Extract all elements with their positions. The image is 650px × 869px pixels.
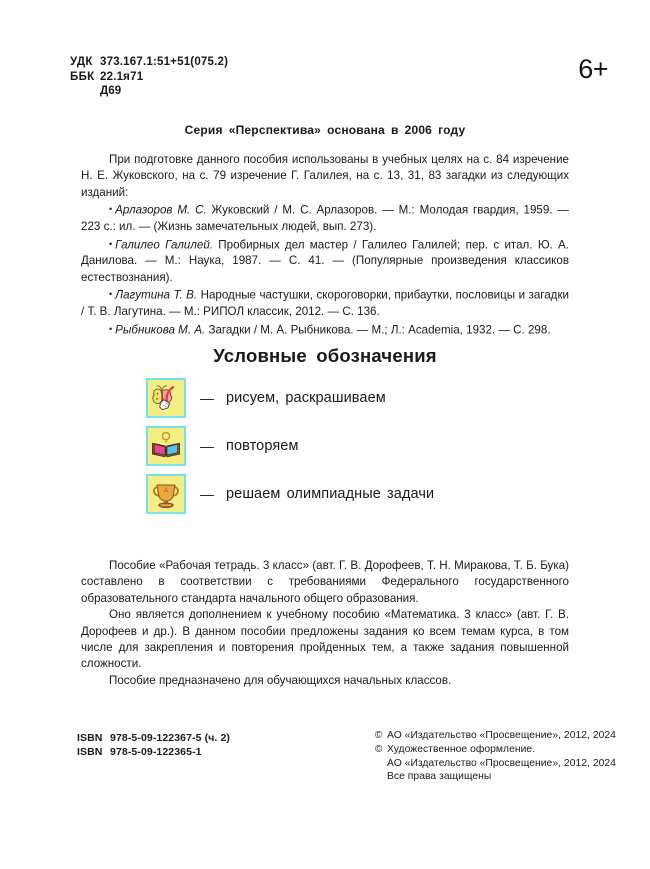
isbn-label: ISBN bbox=[77, 746, 103, 758]
copyright-row-design bbox=[375, 743, 616, 757]
copyright-design-text: Художественное оформление. bbox=[387, 743, 536, 755]
legend-item-review bbox=[146, 422, 566, 470]
legend-dash: — bbox=[200, 390, 214, 406]
copyright-symbol-icon: © bbox=[375, 730, 383, 741]
credits-block bbox=[81, 152, 569, 338]
bibliography-author: Рыбникова М. А. bbox=[115, 323, 206, 337]
bbk-value: 22.1я71 bbox=[100, 70, 144, 83]
udk-row bbox=[70, 55, 228, 70]
bibliography-entry bbox=[81, 201, 569, 235]
open-book-icon bbox=[146, 426, 186, 466]
copyright-symbol-icon: © bbox=[375, 743, 383, 755]
credits-lead-paragraph: При подготовке данного пособия использованы в учебных целях на с. 84 изречение Н. Е. Жуковского, на с. 79 изречение Г. Галилея, на с. 13, 31, 83 загадки из следующих изданий: bbox=[81, 153, 569, 199]
bullet-icon: • bbox=[109, 323, 113, 334]
bibliography-text: Народные частушки, скороговорки, прибаутки, пословицы и загадки / Т. В. Лагутина. — М.: РИПОЛ классик, 2012. — С. 136. bbox=[81, 288, 569, 319]
bibliography-entry bbox=[81, 286, 569, 320]
bibliography-author: Лагутина Т. В. bbox=[115, 288, 198, 302]
bullet-icon: • bbox=[109, 238, 113, 249]
legend-item-olympiad bbox=[146, 470, 566, 518]
isbn-row bbox=[77, 731, 230, 745]
description-paragraph: Пособие предназначено для обучающихся начальных классов. bbox=[109, 673, 452, 687]
udk-value: 373.167.1:51+51(075.2) bbox=[100, 56, 229, 68]
copyright-rights-text: Все права защищены bbox=[387, 771, 492, 783]
author-code: Д69 bbox=[100, 85, 122, 98]
legend-label-review: повторяем bbox=[226, 438, 299, 454]
legend-label-olympiad: решаем олимпиадные задачи bbox=[226, 486, 435, 502]
classification-block bbox=[70, 55, 228, 99]
description-paragraph: Пособие «Рабочая тетрадь. 3 класс» (авт. Г. В. Дорофеев, Т. Н. Миракова, Т. Б. Бука) составлено в соответствии с требованиями Федерального государственного образовательного стандарта начального общего образования. bbox=[81, 559, 569, 605]
author-code-row bbox=[70, 84, 228, 99]
bibliography-entry bbox=[81, 321, 569, 339]
copyright-design-publisher-text: АО «Издательство «Просвещение», 2012, 2024 bbox=[387, 757, 616, 769]
isbn-value: 978-5-09-122365-1 bbox=[110, 746, 202, 758]
description-paragraph: Оно является дополнением к учебному пособию «Математика. 3 класс» (авт. Г. В. Дорофеев и др.). В данном пособии предложены задания ко всем темам курса, в том числе для закрепления и повторения пройденных тем, а также задания повышенной сложности. bbox=[81, 608, 569, 671]
trophy-cup-icon bbox=[146, 474, 186, 514]
copyright-row-rights bbox=[375, 770, 616, 784]
description-block bbox=[81, 558, 569, 689]
bibliography-entry bbox=[81, 236, 569, 287]
bibliography-author: Галилео Галилей. bbox=[115, 238, 213, 252]
bibliography-text: Жуковский / М. С. Арлазоров. — М.: Молодая гвардия, 1959. — 223 с.: ил. — (Жизнь замечательных людей, вып. 273). bbox=[81, 203, 569, 234]
copyright-row-design-publisher bbox=[375, 757, 616, 771]
isbn-label: ISBN bbox=[77, 732, 103, 744]
bbk-row bbox=[70, 70, 228, 85]
copyright-publisher-text: АО «Издательство «Просвещение», 2012, 2024 bbox=[387, 730, 616, 741]
bullet-icon: • bbox=[109, 204, 113, 215]
isbn-block bbox=[77, 731, 230, 759]
isbn-value: 978-5-09-122367-5 (ч. 2) bbox=[110, 732, 230, 744]
bibliography-text: Загадки / М. А. Рыбникова. — М.; Л.: Academia, 1932. — С. 298. bbox=[205, 323, 551, 337]
isbn-row bbox=[77, 745, 230, 759]
bibliography-author: Арлазоров М. С. bbox=[115, 203, 207, 217]
legend-heading: Условные обозначения bbox=[213, 345, 437, 366]
butterfly-paintbrush-icon bbox=[146, 378, 186, 418]
legend-label-draw: рисуем, раскрашиваем bbox=[226, 390, 386, 406]
copyright-row-publisher bbox=[375, 729, 616, 743]
age-rating-mark: 6+ bbox=[578, 54, 608, 84]
series-line: Серия «Перспектива» основана в 2006 году bbox=[184, 123, 466, 137]
copyright-block bbox=[375, 729, 616, 784]
legend-item-draw bbox=[146, 374, 566, 422]
legend-dash: — bbox=[200, 438, 214, 454]
bibliography-text: Пробирных дел мастер / Галилео Галилей; пер. с итал. Ю. А. Данилова. — М.: Наука, 1987. — С. 41. — (Популярные произведения классиков естествознания). bbox=[81, 238, 570, 284]
bullet-icon: • bbox=[109, 289, 113, 300]
legend-dash: — bbox=[200, 486, 214, 502]
legend-list bbox=[146, 374, 566, 518]
udk-label: УДК bbox=[70, 56, 93, 68]
bbk-label: ББК bbox=[70, 70, 95, 83]
